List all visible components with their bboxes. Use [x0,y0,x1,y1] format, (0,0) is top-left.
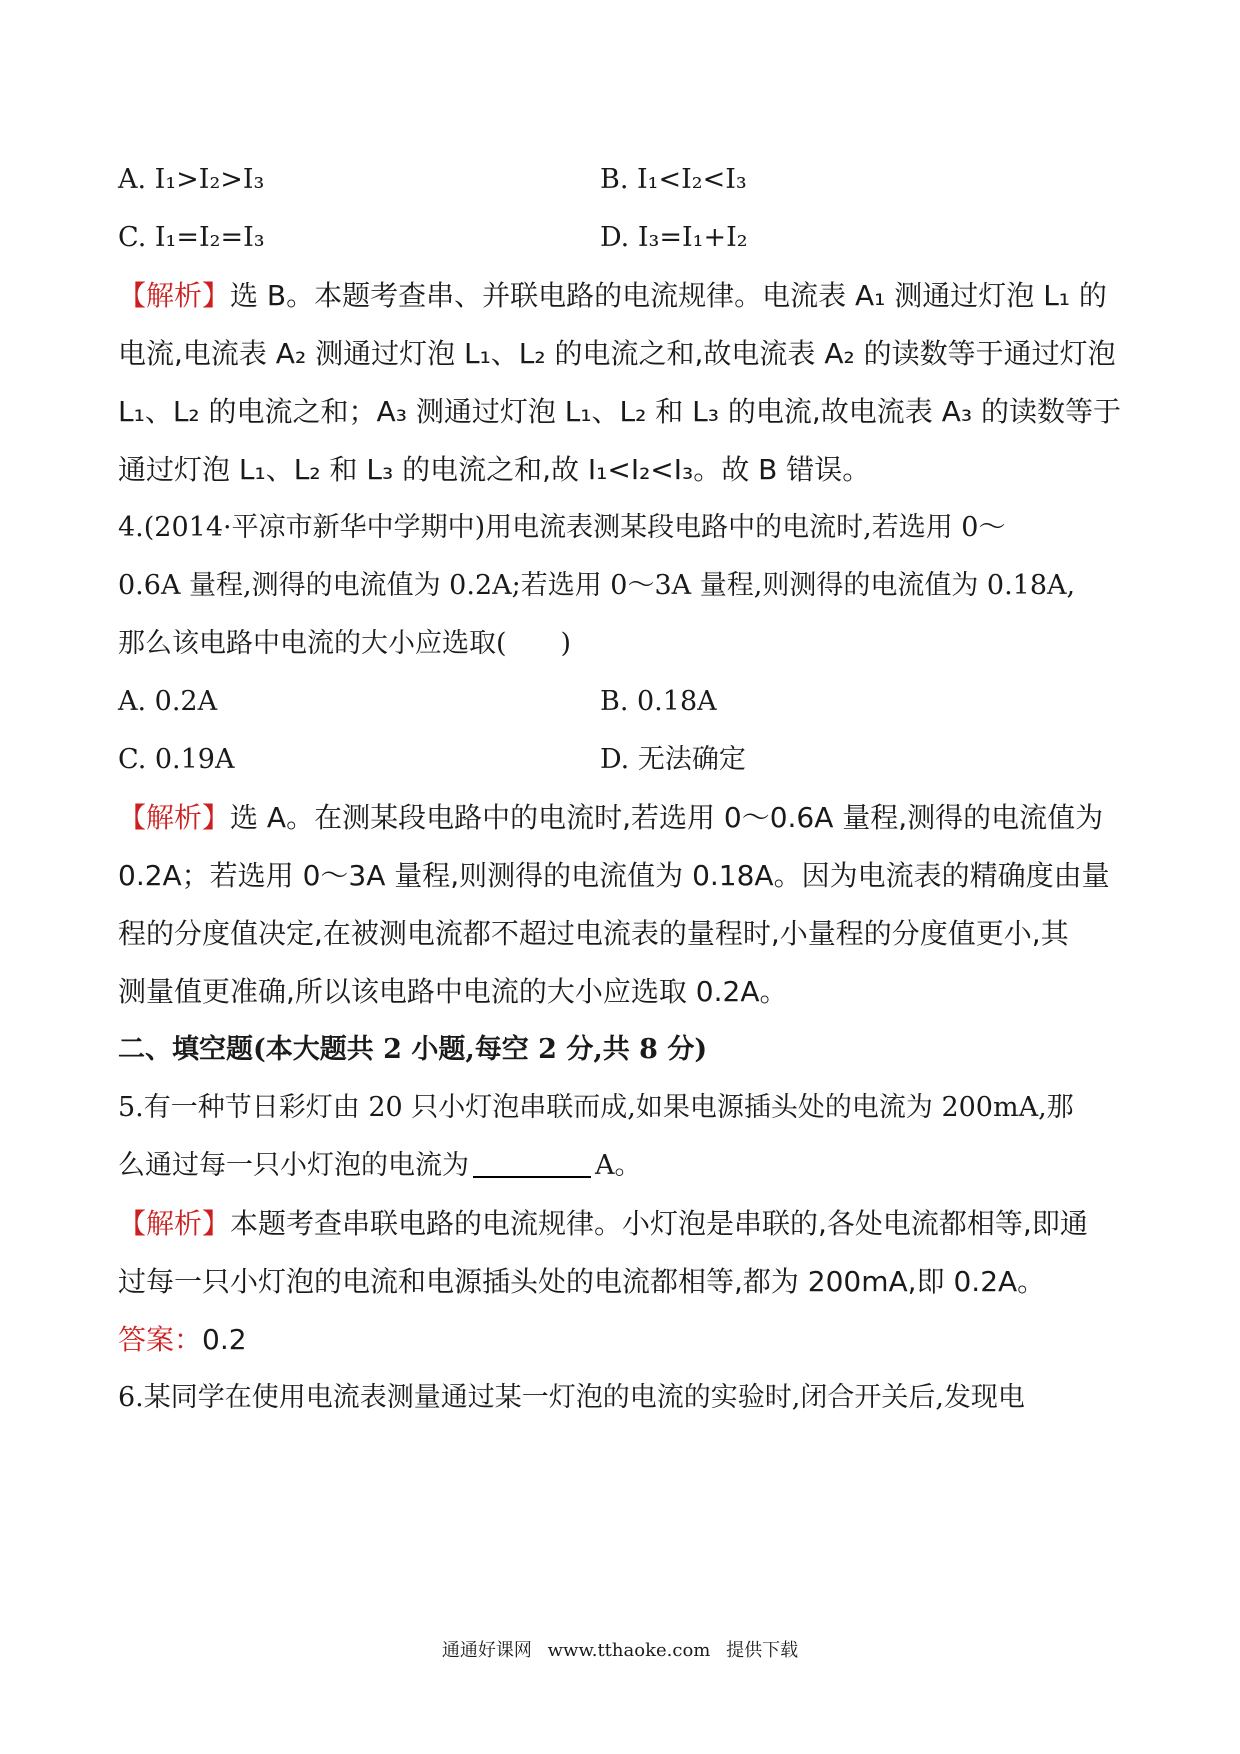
answer-value: 0.2 [202,1323,247,1356]
q4-analysis-line-4: 测量值更准确,所以该电路中电流的大小应选取 0.2A。 [118,975,788,1008]
answer-blank [473,1150,591,1178]
q6-stem-line-1: 6.某同学在使用电流表测量通过某一灯泡的电流的实验时,闭合开关后,发现电 [118,1382,1025,1413]
answer-label: 答案： [118,1323,203,1356]
q4-stem-line-1: 4.(2014·平凉市新华中学期中)用电流表测某段电路中的电流时,若选用 0～ [118,512,1006,543]
q3-option-c: C. I₁=I₂=I₃ [118,222,265,253]
q4-option-d: D. 无法确定 [600,744,746,775]
q5-stem-line-1: 5.有一种节日彩灯由 20 只小灯泡串联而成,如果电源插头处的电流为 200mA,那 [118,1092,1074,1123]
q5-analysis-line-2: 过每一只小灯泡的电流和电源插头处的电流都相等,都为 200mA,即 0.2A。 [118,1265,1046,1298]
q4-stem-line-2: 0.6A 量程,测得的电流值为 0.2A;若选用 0～3A 量程,则测得的电流值为 0.18A, [118,570,1076,601]
q4-analysis-line-1: 【解析】选 A。在测某段电路中的电流时,若选用 0～0.6A 量程,测得的电流值为 [118,801,1104,834]
q3-analysis-line-4: 通过灯泡 L₁、L₂ 和 L₃ 的电流之和,故 I₁<I₂<I₃。故 B 错误。 [118,453,871,486]
q4-option-b: B. 0.18A [600,686,717,717]
q3-option-b: B. I₁<I₂<I₃ [600,164,747,195]
footer-url[interactable]: www.tthaoke.com [547,1640,711,1661]
footer-site-name: 通通好课网 [441,1640,532,1661]
q4-stem-line-3: 那么该电路中电流的大小应选取( ) [118,628,572,659]
q3-analysis-line-1: 【解析】选 B。本题考查串、并联电路的电流规律。电流表 A₁ 测通过灯泡 L₁ 的 [118,279,1107,312]
analysis-tag: 【解析】 [118,279,231,312]
q5-answer [118,1320,247,1360]
analysis-tag: 【解析】 [118,801,231,834]
q4-option-c: C. 0.19A [118,744,235,775]
q3-analysis-line-3: L₁、L₂ 的电流之和；A₃ 测通过灯泡 L₁、L₂ 和 L₃ 的电流,故电流表 A₃ 的读数等于 [118,395,1121,428]
analysis-tag: 【解析】 [118,1207,231,1240]
q3-analysis-line-2: 电流,电流表 A₂ 测通过灯泡 L₁、L₂ 的电流之和,故电流表 A₂ 的读数等于通过灯泡 [118,337,1116,370]
q4-option-a: A. 0.2A [118,686,218,717]
section-heading: 二、填空题(本大题共 2 小题,每空 2 分,共 8 分) [118,1034,708,1065]
footer-suffix: 提供下载 [726,1640,799,1661]
q4-analysis-line-2: 0.2A；若选用 0～3A 量程,则测得的电流值为 0.18A。因为电流表的精确度由量 [118,859,1110,892]
q5-analysis-line-1: 【解析】本题考查串联电路的电流规律。小灯泡是串联的,各处电流都相等,即通 [118,1207,1088,1240]
q5-stem-line-2: 么通过每一只小灯泡的电流为 A。 [118,1150,642,1181]
page-footer [0,1638,1240,1664]
q3-option-d: D. I₃=I₁+I₂ [600,222,748,253]
q3-option-a: A. I₁>I₂>I₃ [118,164,265,195]
q4-analysis-line-3: 程的分度值决定,在被测电流都不超过电流表的量程时,小量程的分度值更小,其 [118,917,1069,950]
